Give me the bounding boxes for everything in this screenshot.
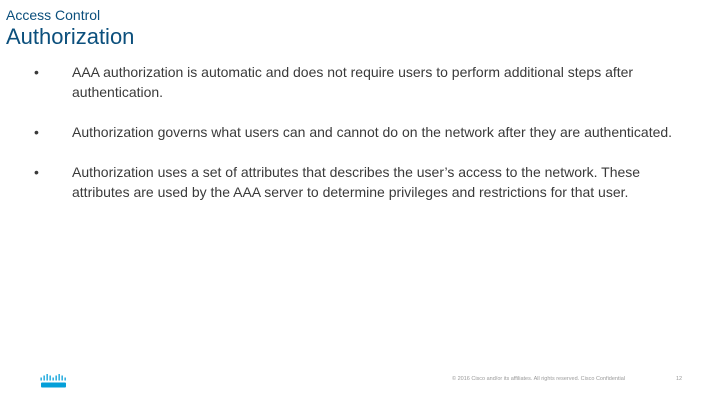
page-number: 12 (676, 376, 683, 382)
bullet-item (34, 122, 694, 142)
bullet-text: AAA authorization is automatic and does not require users to perform additional steps after authentication. (72, 64, 634, 100)
slide-header (6, 6, 134, 50)
footer-copyright: © 2016 Cisco and/or its affiliates. All rights reserved. Cisco Confidential (452, 376, 626, 382)
bullet-item (34, 62, 694, 102)
bullet-marker: • (34, 124, 39, 140)
bullet-list (34, 62, 694, 222)
bullet-marker: • (34, 164, 39, 180)
bullet-text: Authorization governs what users can and cannot do on the network after they are authenticated. (72, 124, 673, 140)
section-title: Access Control (6, 7, 101, 23)
bullet-marker: • (34, 64, 39, 80)
bullet-text: Authorization uses a set of attributes that describes the user’s access to the network. These attributes are used by the AAA server to determine privileges and restrictions for that user. (72, 164, 641, 200)
cisco-logo-icon (40, 374, 68, 388)
slide-title: Authorization (6, 24, 135, 49)
bullet-item (34, 162, 694, 202)
